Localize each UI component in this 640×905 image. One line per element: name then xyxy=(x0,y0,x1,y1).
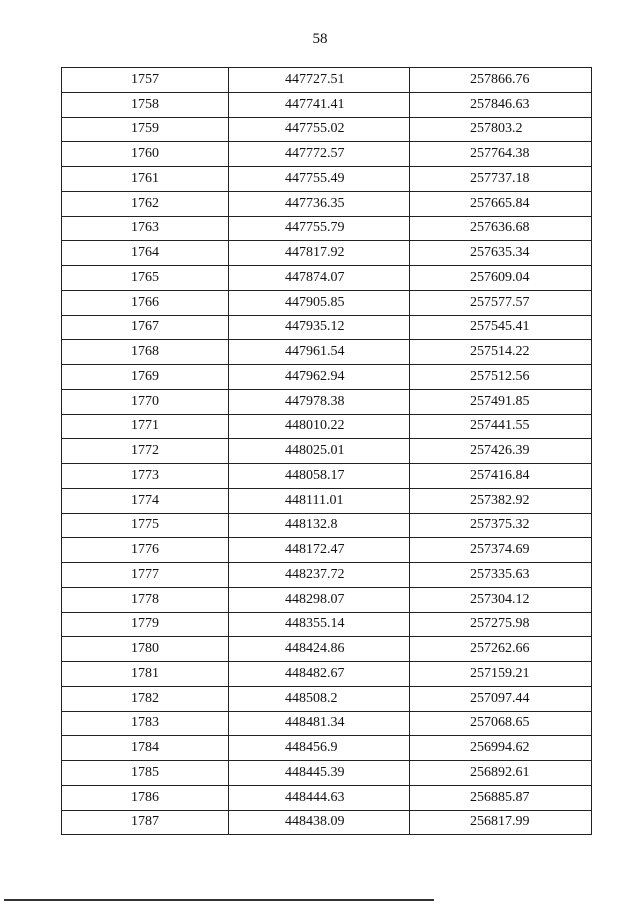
y-coordinate-cell: 257636.68 xyxy=(410,216,592,241)
point-number-cell: 1760 xyxy=(62,142,229,167)
y-coordinate-cell: 257416.84 xyxy=(410,464,592,489)
x-coordinate-cell: 447727.51 xyxy=(229,68,410,93)
point-number-cell: 1768 xyxy=(62,340,229,365)
table-row xyxy=(62,686,592,711)
table-row xyxy=(62,142,592,167)
table-row xyxy=(62,439,592,464)
page-number: 58 xyxy=(312,31,328,47)
point-number-cell: 1786 xyxy=(62,785,229,810)
y-coordinate-cell: 257635.34 xyxy=(410,241,592,266)
table-row xyxy=(62,587,592,612)
table-row xyxy=(62,662,592,687)
table-row xyxy=(62,736,592,761)
point-number-cell: 1787 xyxy=(62,810,229,835)
x-coordinate-cell: 448424.86 xyxy=(229,637,410,662)
x-coordinate-cell: 448111.01 xyxy=(229,488,410,513)
x-coordinate-cell: 447817.92 xyxy=(229,241,410,266)
table-row xyxy=(62,711,592,736)
point-number-cell: 1777 xyxy=(62,563,229,588)
table-row xyxy=(62,761,592,786)
table-row xyxy=(62,92,592,117)
x-coordinate-cell: 447755.02 xyxy=(229,117,410,142)
point-number-cell: 1762 xyxy=(62,191,229,216)
coordinates-table xyxy=(61,67,592,835)
x-coordinate-cell: 447772.57 xyxy=(229,142,410,167)
point-number-cell: 1772 xyxy=(62,439,229,464)
x-coordinate-cell: 448445.39 xyxy=(229,761,410,786)
x-coordinate-cell: 448508.2 xyxy=(229,686,410,711)
point-number-cell: 1770 xyxy=(62,389,229,414)
table-row xyxy=(62,488,592,513)
y-coordinate-cell: 257803.2 xyxy=(410,117,592,142)
y-coordinate-cell: 257545.41 xyxy=(410,315,592,340)
x-coordinate-cell: 448010.22 xyxy=(229,414,410,439)
x-coordinate-cell: 448456.9 xyxy=(229,736,410,761)
table-row xyxy=(62,167,592,192)
x-coordinate-cell: 448444.63 xyxy=(229,785,410,810)
x-coordinate-cell: 447741.41 xyxy=(229,92,410,117)
y-coordinate-cell: 256892.61 xyxy=(410,761,592,786)
x-coordinate-cell: 447874.07 xyxy=(229,266,410,291)
table-row xyxy=(62,785,592,810)
x-coordinate-cell: 447736.35 xyxy=(229,191,410,216)
y-coordinate-cell: 257491.85 xyxy=(410,389,592,414)
point-number-cell: 1764 xyxy=(62,241,229,266)
y-coordinate-cell: 257426.39 xyxy=(410,439,592,464)
x-coordinate-cell: 448132.8 xyxy=(229,513,410,538)
y-coordinate-cell: 257304.12 xyxy=(410,587,592,612)
table-row xyxy=(62,637,592,662)
x-coordinate-cell: 447962.94 xyxy=(229,365,410,390)
point-number-cell: 1781 xyxy=(62,662,229,687)
point-number-cell: 1757 xyxy=(62,68,229,93)
y-coordinate-cell: 256885.87 xyxy=(410,785,592,810)
point-number-cell: 1776 xyxy=(62,538,229,563)
point-number-cell: 1766 xyxy=(62,290,229,315)
y-coordinate-cell: 257665.84 xyxy=(410,191,592,216)
point-number-cell: 1782 xyxy=(62,686,229,711)
table-row xyxy=(62,117,592,142)
table-row xyxy=(62,365,592,390)
y-coordinate-cell: 257512.56 xyxy=(410,365,592,390)
x-coordinate-cell: 448438.09 xyxy=(229,810,410,835)
y-coordinate-cell: 257764.38 xyxy=(410,142,592,167)
table-row xyxy=(62,68,592,93)
table-row xyxy=(62,538,592,563)
table-row xyxy=(62,290,592,315)
y-coordinate-cell: 257866.76 xyxy=(410,68,592,93)
y-coordinate-cell: 257441.55 xyxy=(410,414,592,439)
y-coordinate-cell: 257068.65 xyxy=(410,711,592,736)
y-coordinate-cell: 257275.98 xyxy=(410,612,592,637)
x-coordinate-cell: 447755.79 xyxy=(229,216,410,241)
x-coordinate-cell: 448058.17 xyxy=(229,464,410,489)
y-coordinate-cell: 256994.62 xyxy=(410,736,592,761)
point-number-cell: 1769 xyxy=(62,365,229,390)
table-row xyxy=(62,464,592,489)
table-row xyxy=(62,810,592,835)
y-coordinate-cell: 257374.69 xyxy=(410,538,592,563)
table-row xyxy=(62,266,592,291)
point-number-cell: 1778 xyxy=(62,587,229,612)
table-row xyxy=(62,414,592,439)
point-number-cell: 1759 xyxy=(62,117,229,142)
y-coordinate-cell: 257262.66 xyxy=(410,637,592,662)
point-number-cell: 1784 xyxy=(62,736,229,761)
point-number-cell: 1773 xyxy=(62,464,229,489)
x-coordinate-cell: 447961.54 xyxy=(229,340,410,365)
x-coordinate-cell: 447905.85 xyxy=(229,290,410,315)
x-coordinate-cell: 447978.38 xyxy=(229,389,410,414)
y-coordinate-cell: 257375.32 xyxy=(410,513,592,538)
point-number-cell: 1775 xyxy=(62,513,229,538)
point-number-cell: 1771 xyxy=(62,414,229,439)
y-coordinate-cell: 257335.63 xyxy=(410,563,592,588)
y-coordinate-cell: 257382.92 xyxy=(410,488,592,513)
table-row xyxy=(62,216,592,241)
y-coordinate-cell: 257159.21 xyxy=(410,662,592,687)
point-number-cell: 1761 xyxy=(62,167,229,192)
x-coordinate-cell: 447755.49 xyxy=(229,167,410,192)
table-row xyxy=(62,563,592,588)
table-row xyxy=(62,389,592,414)
table-row xyxy=(62,340,592,365)
x-coordinate-cell: 448237.72 xyxy=(229,563,410,588)
x-coordinate-cell: 448355.14 xyxy=(229,612,410,637)
table-row xyxy=(62,191,592,216)
bottom-rule xyxy=(4,899,434,901)
y-coordinate-cell: 257846.63 xyxy=(410,92,592,117)
x-coordinate-cell: 448172.47 xyxy=(229,538,410,563)
point-number-cell: 1767 xyxy=(62,315,229,340)
point-number-cell: 1763 xyxy=(62,216,229,241)
table-row xyxy=(62,241,592,266)
point-number-cell: 1783 xyxy=(62,711,229,736)
point-number-cell: 1774 xyxy=(62,488,229,513)
point-number-cell: 1785 xyxy=(62,761,229,786)
x-coordinate-cell: 448025.01 xyxy=(229,439,410,464)
table-row xyxy=(62,612,592,637)
x-coordinate-cell: 448481.34 xyxy=(229,711,410,736)
table-body xyxy=(62,68,592,835)
table-row xyxy=(62,315,592,340)
y-coordinate-cell: 257514.22 xyxy=(410,340,592,365)
y-coordinate-cell: 257577.57 xyxy=(410,290,592,315)
y-coordinate-cell: 257737.18 xyxy=(410,167,592,192)
y-coordinate-cell: 257609.04 xyxy=(410,266,592,291)
y-coordinate-cell: 256817.99 xyxy=(410,810,592,835)
point-number-cell: 1780 xyxy=(62,637,229,662)
x-coordinate-cell: 448482.67 xyxy=(229,662,410,687)
point-number-cell: 1779 xyxy=(62,612,229,637)
point-number-cell: 1765 xyxy=(62,266,229,291)
y-coordinate-cell: 257097.44 xyxy=(410,686,592,711)
x-coordinate-cell: 448298.07 xyxy=(229,587,410,612)
table-row xyxy=(62,513,592,538)
x-coordinate-cell: 447935.12 xyxy=(229,315,410,340)
point-number-cell: 1758 xyxy=(62,92,229,117)
